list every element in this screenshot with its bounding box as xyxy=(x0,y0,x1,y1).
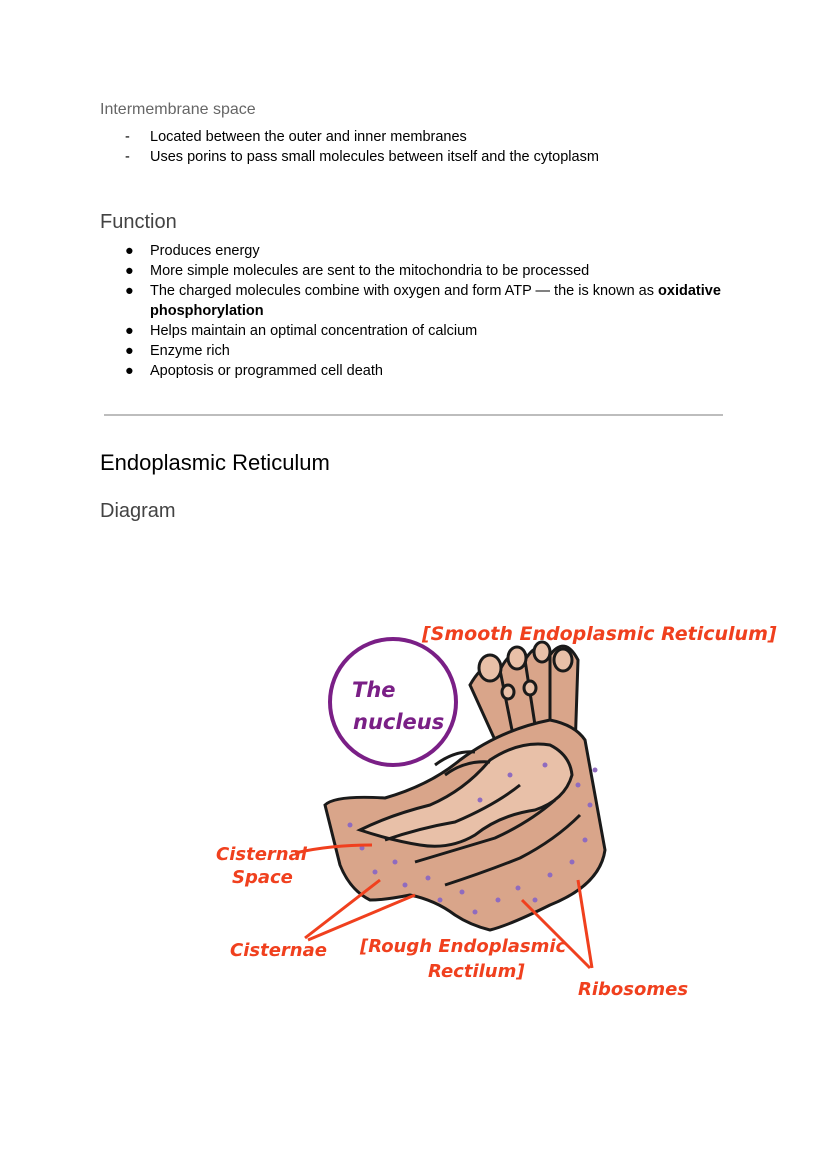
list-item xyxy=(100,127,740,147)
nucleus-label-line2: nucleus xyxy=(353,710,445,734)
bullet-marker: ● xyxy=(125,243,134,259)
function-list xyxy=(100,241,740,381)
section-title: Endoplasmic Reticulum xyxy=(100,450,330,475)
list-item-text: Produces energy xyxy=(150,243,260,259)
list-item xyxy=(100,321,740,341)
smooth-er-label: [Smooth Endoplasmic Reticulum] xyxy=(422,623,777,645)
list-item-text: The charged molecules combine with oxygen and form ATP — the is known as xyxy=(150,283,659,299)
list-item-text: Enzyme rich xyxy=(150,343,230,359)
bullet-marker: ● xyxy=(125,323,134,339)
intermembrane-list xyxy=(100,127,740,167)
dash-marker: - xyxy=(125,149,130,165)
dash-marker: - xyxy=(125,129,130,145)
diagram-heading: Diagram xyxy=(100,500,176,522)
bold-term: oxidative phosphorylation xyxy=(150,283,721,319)
list-item xyxy=(100,361,740,381)
rough-er-body xyxy=(325,720,605,930)
horizontal-divider xyxy=(104,414,723,416)
list-item-text: Located between the outer and inner membranes xyxy=(150,129,467,145)
cisternal-space-label-line1: Cisternal xyxy=(216,844,307,865)
bullet-marker: ● xyxy=(125,263,134,279)
list-item-text: Helps maintain an optimal concentration of calcium xyxy=(150,323,478,339)
list-item-text: Apoptosis or programmed cell death xyxy=(150,363,383,379)
bullet-marker: ● xyxy=(125,363,134,379)
bullet-marker: ● xyxy=(125,343,134,359)
function-heading: Function xyxy=(100,211,177,233)
list-item xyxy=(100,341,740,361)
cisternae-pointer-1 xyxy=(305,880,380,938)
list-item-text: More simple molecules are sent to the mitochondria to be processed xyxy=(150,263,590,279)
ribosomes-pointer-2 xyxy=(578,880,592,968)
nucleus-circle xyxy=(330,639,456,765)
list-item xyxy=(100,241,740,261)
cisternae-pointer-2 xyxy=(308,895,415,940)
er-diagram-illustration xyxy=(200,600,777,1010)
rough-er-label-line1: [Rough Endoplasmic xyxy=(360,936,567,957)
list-item-text: Uses porins to pass small molecules between itself and the cytoplasm xyxy=(150,149,599,165)
ribosomes-label: Ribosomes xyxy=(578,979,689,1000)
ribosomes-pointer-1 xyxy=(522,900,590,968)
nucleus-label-line1: The xyxy=(352,678,396,702)
bullet-marker: ● xyxy=(125,283,134,299)
intermembrane-heading: Intermembrane space xyxy=(100,101,256,118)
list-item xyxy=(100,147,740,167)
cisternal-space-label-line2: Space xyxy=(232,867,293,888)
list-item xyxy=(100,261,740,281)
cisternae-label: Cisternae xyxy=(230,940,327,961)
list-item xyxy=(100,281,740,321)
rough-er-label-line2: Rectilum] xyxy=(428,961,525,982)
